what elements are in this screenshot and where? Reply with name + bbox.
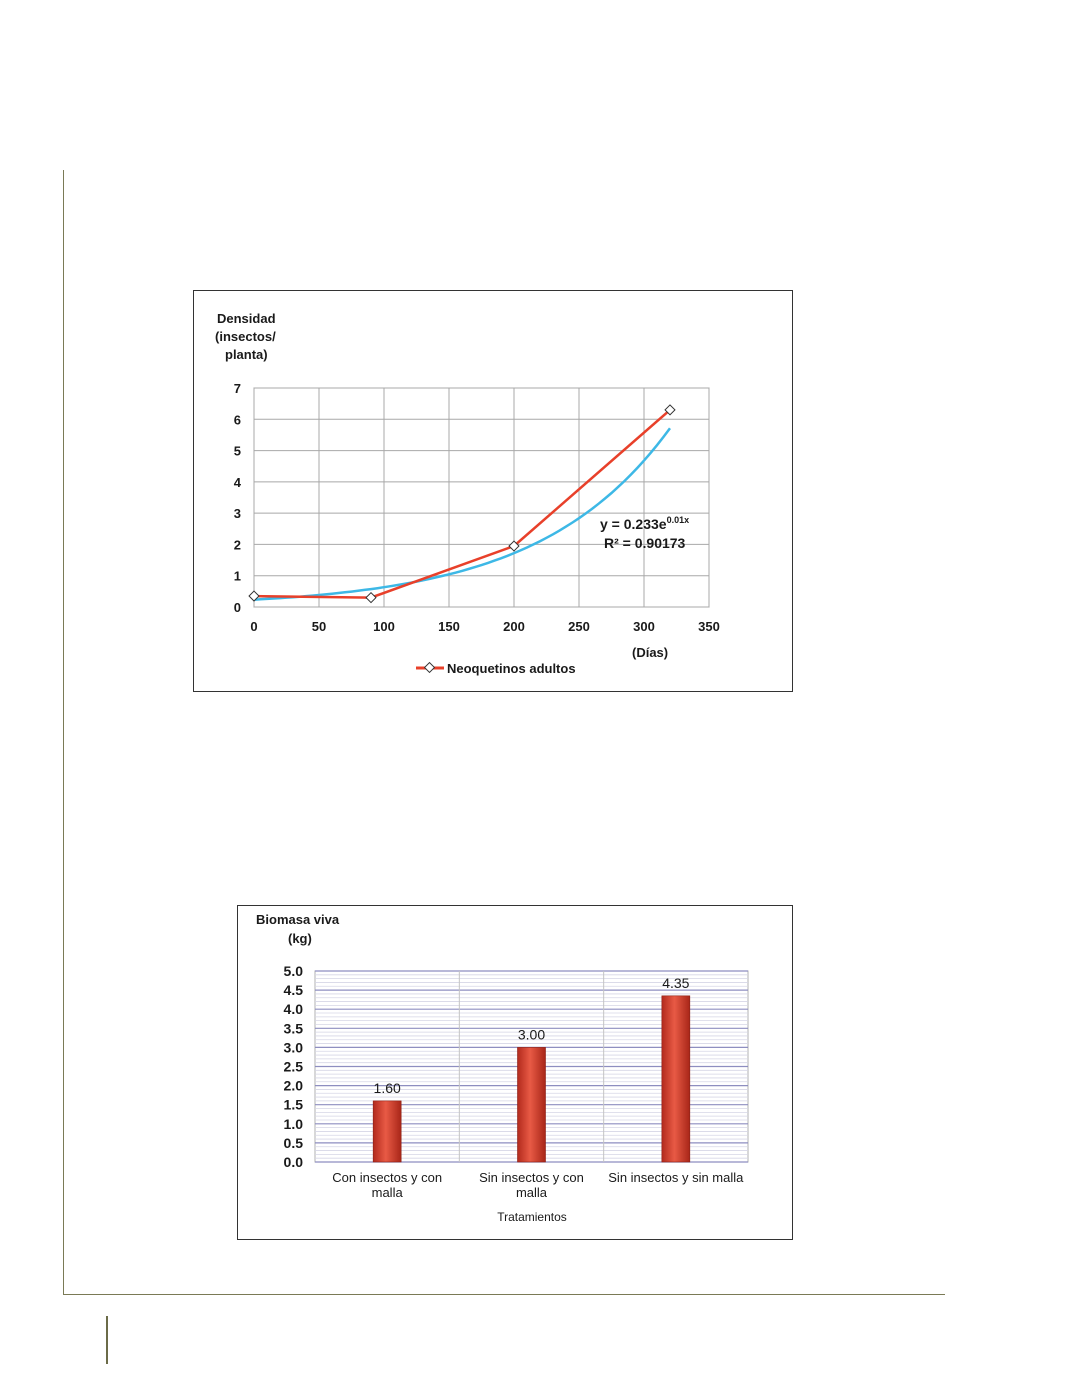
y-tick-label: 0.5	[283, 1134, 303, 1151]
y-tick-label: 5	[233, 443, 241, 459]
x-tick-label: 200	[503, 619, 525, 634]
x-tick-label: 150	[438, 619, 460, 634]
bar	[518, 1047, 546, 1162]
x-tick-label: 50	[311, 619, 327, 634]
bar-value-label: 1.60	[373, 1079, 401, 1096]
y-tick-label: 3	[233, 506, 241, 522]
x-axis-label: Tratamientos	[497, 1210, 567, 1224]
y-tick-label: 1.0	[283, 1115, 303, 1132]
y-tick-label: 4	[233, 474, 241, 490]
category-label: Con insectos y con	[332, 1170, 443, 1185]
biomass-chart	[237, 905, 793, 1240]
y-tick-label: 3.0	[283, 1039, 303, 1056]
x-tick-label: 100	[373, 619, 395, 634]
x-tick-label: 250	[568, 619, 590, 634]
x-axis-label: (Días)	[632, 645, 669, 660]
legend	[416, 661, 576, 676]
category-label: Sin insectos y con	[479, 1170, 584, 1185]
x-tick-label: 350	[698, 619, 720, 634]
x-tick-label: 0	[250, 619, 258, 634]
y-axis-label-line: Biomasa viva	[256, 912, 340, 927]
y-axis-label-line: (kg)	[288, 931, 312, 946]
category-label: Sin insectos y sin malla	[608, 1170, 744, 1185]
y-tick-label: 2.0	[283, 1077, 303, 1094]
page-bottom-rule	[63, 1294, 945, 1295]
y-axis-label	[256, 912, 340, 946]
y-axis-label-line: Densidad	[217, 311, 276, 326]
bar	[662, 996, 690, 1162]
y-axis-label-line: planta)	[225, 347, 268, 362]
density-chart	[193, 290, 793, 692]
y-tick-label: 4.5	[283, 982, 303, 999]
bar	[373, 1101, 401, 1162]
equation-exponent: 0.01x	[666, 515, 690, 525]
y-tick-label: 6	[233, 412, 241, 428]
y-tick-label: 0.0	[283, 1154, 303, 1170]
biomass-chart-svg	[238, 906, 792, 1239]
y-axis-label	[215, 311, 276, 362]
y-tick-label: 2.5	[283, 1058, 303, 1075]
legend-diamond-icon	[425, 663, 435, 673]
category-label: malla	[371, 1185, 403, 1200]
bar-value-label: 3.00	[517, 1026, 546, 1043]
bar-value-label: 4.35	[662, 974, 690, 991]
y-tick-label: 1	[233, 568, 241, 584]
y-tick-label: 3.5	[283, 1020, 303, 1037]
footer-tick	[106, 1316, 108, 1364]
y-tick-label: 0	[233, 600, 241, 615]
y-tick-label: 2	[233, 537, 241, 553]
page-left-rule	[63, 170, 64, 1295]
legend-label: Neoquetinos adultos	[447, 661, 576, 676]
equation-base: y = 0.233e	[600, 516, 667, 532]
density-chart-svg	[194, 291, 792, 691]
y-tick-label: 1.5	[283, 1096, 303, 1113]
y-tick-label: 5.0	[283, 963, 303, 979]
y-tick-label: 4.0	[283, 1001, 303, 1018]
category-label: malla	[515, 1185, 548, 1200]
r-squared: R² = 0.90173	[604, 535, 686, 551]
y-tick-label: 7	[233, 381, 241, 396]
x-tick-label: 300	[633, 619, 655, 634]
plot-area	[254, 388, 709, 607]
y-axis-label-line: (insectos/	[215, 329, 276, 344]
